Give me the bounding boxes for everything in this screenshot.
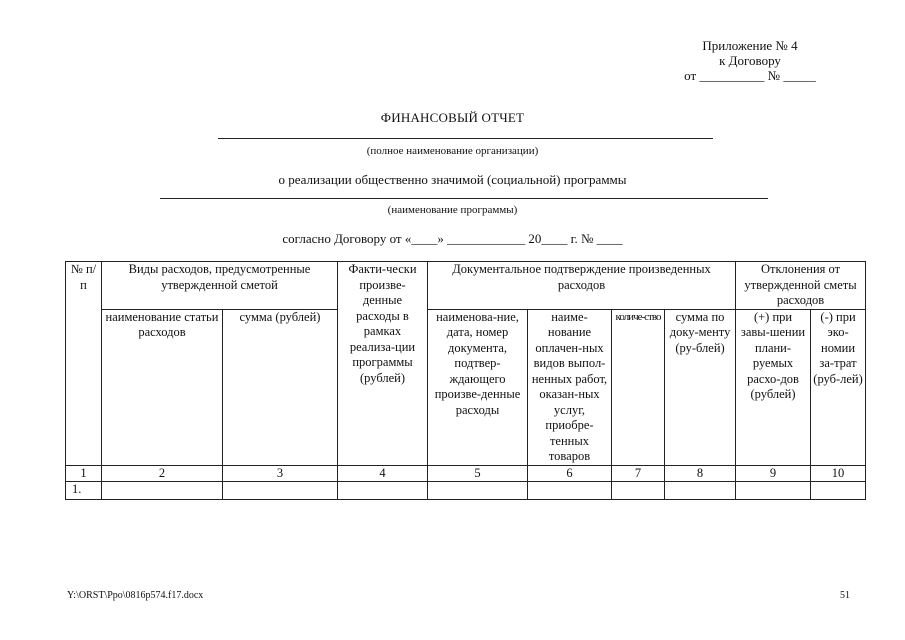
table-cell [665, 481, 736, 499]
header-deviations: Отклонения от утвержденной сметы расходов [736, 262, 866, 310]
column-number: 4 [338, 465, 428, 481]
table-cell [102, 481, 223, 499]
appendix-line-1: Приложение № 4 [702, 38, 798, 53]
column-number: 6 [528, 465, 612, 481]
column-number: 7 [612, 465, 665, 481]
table-cell [223, 481, 338, 499]
column-number: 1 [66, 465, 102, 481]
header-number: № п/п [66, 262, 102, 466]
table-cell [612, 481, 665, 499]
table-cell [428, 481, 528, 499]
header-expense-types: Виды расходов, предусмотренные утвержденной сметой [102, 262, 338, 310]
financial-report-table [65, 261, 866, 500]
org-name-line [218, 138, 713, 139]
header-over-plan: (+) при завы-шении плани-руемых расхо-дов (рублей) [736, 309, 811, 465]
column-number: 9 [736, 465, 811, 481]
contract-reference: согласно Договору от «____» ____________ 20____ г. № ____ [282, 231, 623, 246]
column-number: 3 [223, 465, 338, 481]
org-name-caption: (полное наименование организации) [366, 145, 539, 157]
header-savings: (-) при эко-номии за-трат (руб-лей) [811, 309, 866, 465]
header-item-sum: сумма (рублей) [223, 309, 338, 465]
page-title: ФИНАНСОВЫЙ ОТЧЕТ [380, 110, 525, 125]
table-cell [736, 481, 811, 499]
program-name-line [160, 198, 768, 199]
column-number: 10 [811, 465, 866, 481]
header-item-name: наименование статьи расходов [102, 309, 223, 465]
header-document-sum: сумма по доку-менту (ру-блей) [665, 309, 736, 465]
appendix-line-3: от __________ № _____ [684, 68, 816, 83]
program-name-caption: (наименование программы) [387, 204, 518, 216]
row-label: 1. [66, 481, 102, 499]
appendix-line-2: к Договору [719, 53, 781, 68]
column-number: 5 [428, 465, 528, 481]
report-subtitle: о реализации общественно значимой (социальной) программы [278, 172, 627, 187]
table-cell [338, 481, 428, 499]
column-number: 8 [665, 465, 736, 481]
appendix-block [650, 38, 850, 83]
column-number: 2 [102, 465, 223, 481]
header-document-name: наименова-ние, дата, номер документа, подтвер-ждающего произве-денные расходы [428, 309, 528, 465]
footer-page-number: 51 [840, 590, 850, 601]
header-paid-works-name: наиме-нование оплачен-ных видов выпол-ненных работ, оказан-ных услуг, приобре-тенных товаров [528, 309, 612, 465]
footer-file-path: Y:\ORST\Ppo\0816p574.f17.docx [67, 590, 204, 601]
header-actual-expenses: Факти-чески произве-денные расходы в рамках реализа-ции программы (рублей) [338, 262, 428, 466]
table-cell [528, 481, 612, 499]
header-quantity: количе-ство [612, 309, 665, 465]
header-documentary-confirmation: Документальное подтверждение произведенных расходов [428, 262, 736, 310]
table-cell [811, 481, 866, 499]
